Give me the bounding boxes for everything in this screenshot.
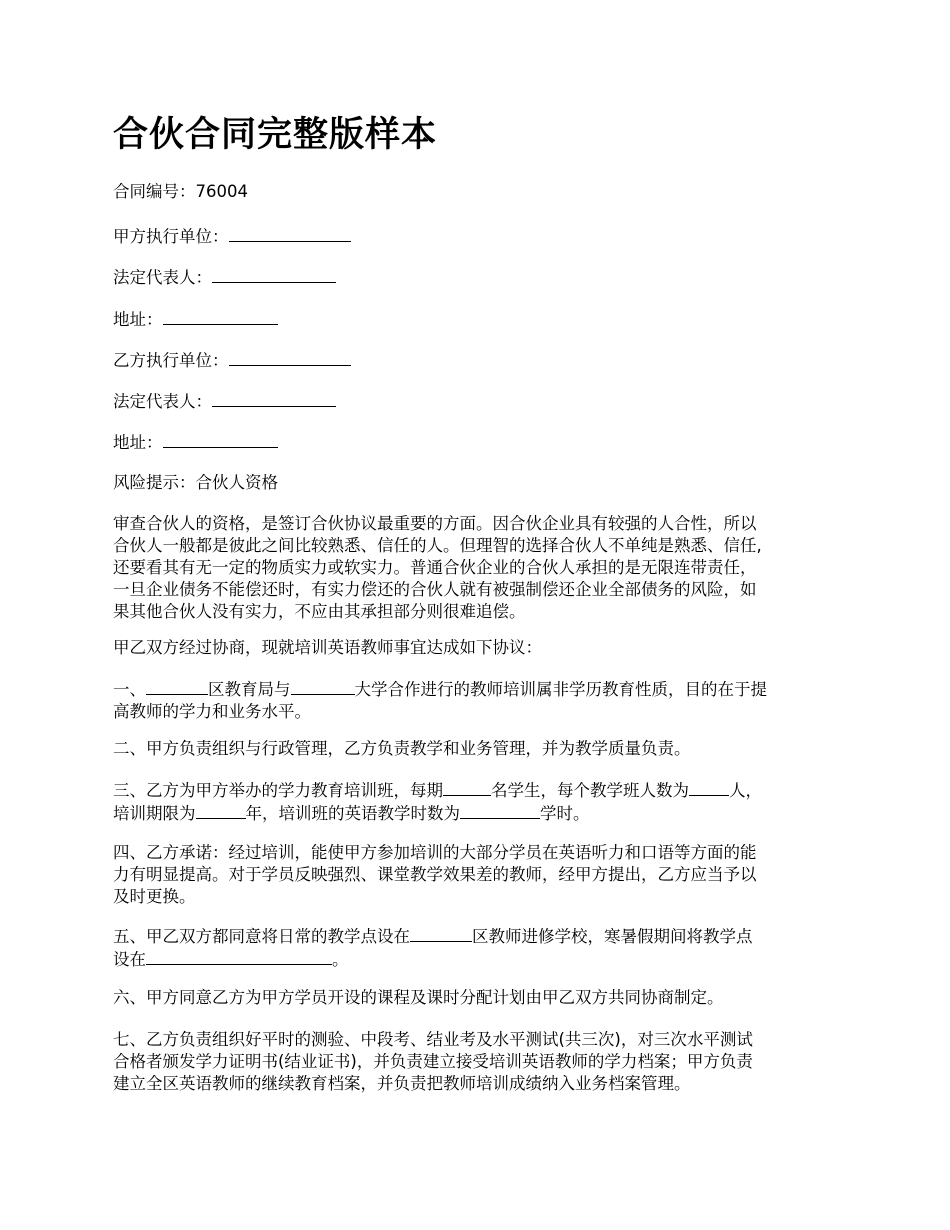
clause-4: 四、乙方承诺：经过培训，能使甲方参加培训的大部分学员在英语听力和口语等方面的能 力有明显提高。对于学员反映强烈、课堂教学效果差的教师，经甲方提出，乙方应当予以 及时更换。 <box>113 843 757 906</box>
teaching-site-district-blank <box>410 925 472 942</box>
holiday-site-blank <box>146 948 332 965</box>
party-b-address-field: 地址： <box>113 431 853 454</box>
clause-2: 二、甲方负责组织与行政管理，乙方负责教学和业务管理，并为教学质量负责。 <box>113 739 691 758</box>
contract-number: 合同编号：76004 <box>113 182 248 201</box>
party-b-rep-blank <box>212 390 336 407</box>
clause-6: 六、甲方同意乙方为甲方学员开设的课程及课时分配计划由甲乙双方共同协商制定。 <box>113 988 724 1007</box>
clause-7: 七、乙方负责组织好平时的测验、中段考、结业考及水平测试(共三次)，对三次水平测试 合格者颁发学力证明书(结业证书)，并负责建立接受培训英语教师的学力档案；甲方负责 建立全区英语教师的继续教育档案，并负责把教师培训成绩纳入业务档案管理。 <box>113 1030 753 1093</box>
party-b-unit-blank <box>229 349 351 366</box>
risk-paragraph: 审查合伙人的资格，是签订合伙协议最重要的方面。因合伙企业具有较强的人合性，所以 合伙人一般都是彼此之间比较熟悉、信任的人。但理智的选择合伙人不单纯是熟悉、信任, 还要看其有无一定的物质实力或软实力。普通合伙企业的合伙人承担的是无限连带责任， 一旦企业债务不能偿还时，有实力偿还的合伙人就有被强制偿还企业全部债务的风险，如 果其他合伙人没有实力，不应由其承担部分则很难追偿。 <box>113 514 762 621</box>
document-title: 合伙合同完整版样本 <box>113 115 438 155</box>
clause-3: 三、乙方为甲方举办的学力教育培训班，每期 名学生，每个教学班人数为 人， 培训期限为 年，培训班的英语教学时数为 学时。 <box>113 781 762 823</box>
clause-5: 五、甲乙双方都同意将日常的教学点设在 区教师进修学校，寒暑假期间将教学点 设在 。 <box>113 927 753 969</box>
party-a-address-field: 地址： <box>113 308 853 331</box>
clause-1: 一、 区教育局与 大学合作进行的教师培训属非学历教育性质，目的在于提 高教师的学力和业务水平。 <box>113 680 767 721</box>
class-size-blank <box>689 779 729 796</box>
party-a-unit-blank <box>229 225 351 242</box>
party-b-rep-field: 法定代表人： <box>113 390 853 413</box>
training-years-blank <box>196 802 246 819</box>
party-a-address-blank <box>163 308 278 325</box>
party-a-rep-blank <box>212 266 336 283</box>
students-per-term-blank <box>443 779 491 796</box>
party-a-rep-field: 法定代表人： <box>113 266 853 289</box>
party-b-unit-field: 乙方执行单位： <box>113 349 853 372</box>
risk-label: 风险提示：合伙人资格 <box>113 473 278 492</box>
party-a-unit-field: 甲方执行单位： <box>113 225 853 248</box>
district-blank <box>146 678 208 695</box>
university-blank <box>291 678 355 695</box>
agreement-intro: 甲乙双方经过协商，现就培训英语教师事宜达成如下协议： <box>113 638 542 657</box>
party-b-address-blank <box>163 431 278 448</box>
teaching-hours-blank <box>460 802 540 819</box>
